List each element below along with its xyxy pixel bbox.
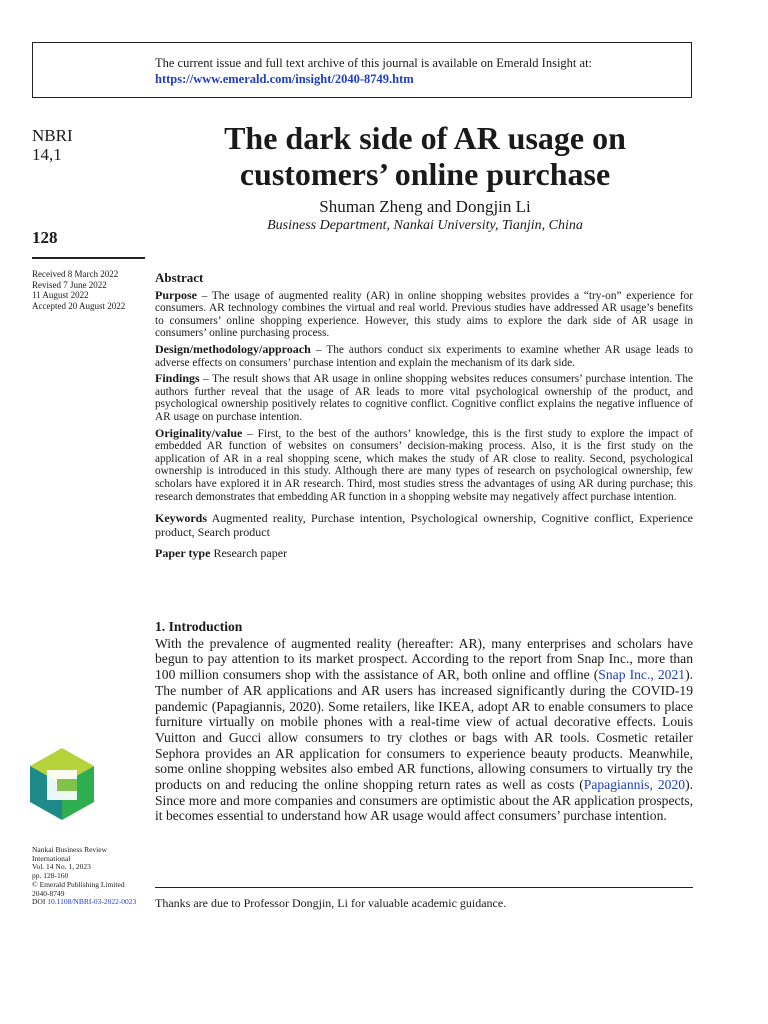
citation-link-papagiannis[interactable]: Papagiannis, 2020 <box>583 777 686 793</box>
footer-journal-name-2: International <box>32 853 71 863</box>
date-accepted: Accepted 20 August 2022 <box>32 300 126 311</box>
footer-doi <box>32 898 136 907</box>
abstract-findings <box>155 372 693 423</box>
footer-pages: pp. 128-160 <box>32 871 69 881</box>
intro-text-3: ). Since more and more companies and consumers are optimistic about the AR application prospects, it becomes essential to understand how AR usage would affect consumers’ purchase intention. <box>155 777 693 824</box>
introduction-section <box>155 619 693 824</box>
abstract-design <box>155 343 693 369</box>
doi-label: DOI <box>32 897 48 907</box>
abstract-heading: Abstract <box>155 270 204 285</box>
citation-link-snap[interactable]: Snap Inc., 2021 <box>598 667 686 683</box>
findings-label: Findings <box>155 371 200 386</box>
originality-label: Originality/value <box>155 425 243 440</box>
findings-text: – The result shows that AR usage in online shopping websites reduces consumers’ purchase intention. The authors further reveal that the usage of AR leads to more vital psychological ownership of the product, and psychological ownership positively relates to cognitive conflict. Cognitive conflict explains the negative influence of AR usage on purchase intention. <box>155 373 693 423</box>
design-text: – The authors conduct six experiments to examine whether AR usage leads to adverse effects on consumers’ purchase intention and explain the mechanism of its dark side. <box>155 343 693 369</box>
footer-copyright: © Emerald Publishing Limited <box>32 879 125 889</box>
page-number: 128 <box>32 228 58 247</box>
affiliation: Business Department, Nankai University, Tianjin, China <box>267 218 583 233</box>
acknowledgement-footnote: Thanks are due to Professor Dongjin, Li for valuable academic guidance. <box>155 896 507 910</box>
abstract-originality <box>155 427 693 504</box>
title-line-1: The dark side of AR usage on <box>224 120 626 156</box>
publication-info <box>32 846 136 907</box>
date-revised-2: 11 August 2022 <box>32 290 89 300</box>
purpose-text: – The usage of augmented reality (AR) in online shopping websites provides a “try-on” experience for consumers. AR technology combines the virtual and real world. Previous studies have addressed AR usage’s benefits to consumers’ online shopping experience. However, this study aims to explore the dark side of AR usage in consumers’ online purchasing process. <box>155 289 693 340</box>
originality-text: – First, to the best of the authors’ knowledge, this is the first study to explore the impact of embedded AR function of websites on consumers’ decision-making process. Also, it is the first study on the application of AR in a real shopping scene, which makes the study of AR close to reality. Second, psychological ownership is introduced in this study. Although there are many types of research on psychological ownership, few scholars have explored it in AR research. Third, most studies stress the advantages of using AR during purchase; this research demonstrates that embedding AR function in a shopping website may negatively affect purchase intention. <box>155 427 693 503</box>
journal-url-link[interactable]: https://www.emerald.com/insight/2040-8749.htm <box>155 72 414 86</box>
footer-issn: 2040-8749 <box>32 888 65 898</box>
paper-type-label: Paper type <box>155 546 211 561</box>
footer-journal-name-1: Nankai Business Review <box>32 845 107 854</box>
journal-abbrev: NBRI <box>32 126 73 145</box>
abstract-purpose <box>155 289 693 340</box>
footnote-divider <box>155 887 693 888</box>
abstract-section <box>155 272 693 560</box>
date-received: Received 8 March 2022 <box>32 269 119 279</box>
paper-type <box>155 547 693 560</box>
intro-text-1: With the prevalence of augmented reality (hereafter: AR), many enterprises and scholars have begun to pay attention to its market prospect. According to the report from Snap Inc., more than 100 million consumers shop with the assistance of AR, both online and offline ( <box>155 635 693 683</box>
paper-title <box>150 120 700 192</box>
keywords <box>155 511 693 539</box>
purpose-label: Purpose <box>155 287 197 302</box>
journal-volume: 14,1 <box>32 145 62 164</box>
date-revised: Revised 7 June 2022 <box>32 279 107 290</box>
keywords-text: Augmented reality, Purchase intention, Psychological ownership, Cognitive conflict, Experience product, Search product <box>155 511 693 540</box>
journal-code <box>32 126 73 164</box>
introduction-heading: 1. Introduction <box>155 619 243 634</box>
keywords-label: Keywords <box>155 511 207 526</box>
footer-volume: Vol. 14 No. 1, 2023 <box>32 862 91 872</box>
notice-text: The current issue and full text archive of this journal is available on Emerald Insight at: <box>155 56 593 70</box>
intro-text-2: ). The number of AR applications and AR users has increased significantly during the COVID-19 pandemic (Papagiannis, 2020). Some retailers, like IKEA, adopt AR to enable consumers to place furniture virtually on mobile phones with a real-time view of actual decorative effects. Louis Vuitton and Gucci allow consumers to try clothes or bags with AR tools. Cosmetic retailer Sephora provides an AR application for consumers to experience beauty products. Meanwhile, some online shopping websites also embed AR functions, allowing consumers to virtually try the products on and reducing the online shopping return rates as well as costs ( <box>155 667 693 793</box>
divider <box>32 257 145 259</box>
paper-type-text: Research paper <box>210 546 288 561</box>
doi-link[interactable]: 10.1108/NBRI-03-2022-0023 <box>47 897 137 907</box>
design-label: Design/methodology/approach <box>155 341 311 356</box>
journal-notice-box <box>32 42 692 98</box>
authors: Shuman Zheng and Dongjin Li <box>319 197 531 216</box>
title-line-2: customers’ online purchase <box>239 156 611 192</box>
introduction-paragraph <box>155 636 693 824</box>
submission-dates <box>32 269 125 311</box>
publisher-logo-icon <box>30 748 94 820</box>
